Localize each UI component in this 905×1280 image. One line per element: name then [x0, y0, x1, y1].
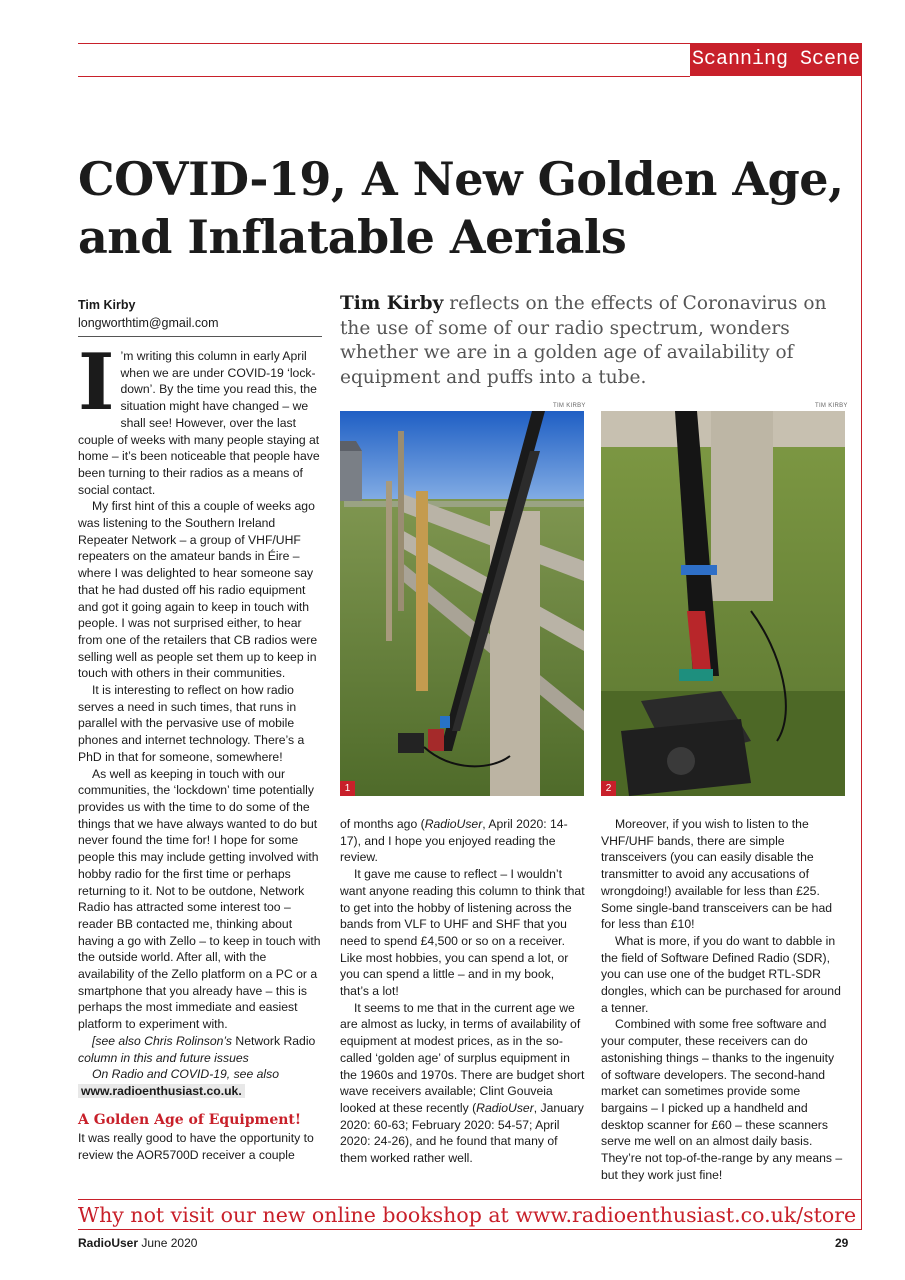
photo-2: [601, 411, 845, 796]
see-also-text-2: On Radio and COVID-19, see also: [92, 1067, 279, 1082]
bookshop-promo[interactable]: Why not visit our new online bookshop at www.radioenthusiast.co.uk/store: [78, 1203, 857, 1227]
text-run: , January 2020: 60-63; February 2020: 54-57; April 2020: 24-26), and he found that many of them worked rather well.: [340, 1100, 584, 1166]
promo-rule-top: [78, 1199, 862, 1200]
page-number: 29: [835, 1236, 849, 1250]
header-rule-bottom: [78, 76, 690, 77]
article-title: [78, 150, 858, 266]
paragraph: It was really good to have the opportunity to review the AOR5700D receiver a couple: [78, 1131, 314, 1163]
author-email: longworthtim@gmail.com: [78, 316, 219, 330]
body-column-3: [601, 816, 847, 1183]
see-also-text-a: [see also Chris Rolinson’s: [92, 1033, 236, 1048]
title-line-1: COVID-19, A New Golden Age,: [78, 152, 844, 206]
paragraph-intro-text: ’m writing this column in early April when we are under COVID-19 ‘lock-down’. By the time you read this, the situation might have changed – we shall see! However, over the last couple of weeks with many people staying at home – it’s been noticeable that people have been turning to their radios as a means of social contact.: [78, 349, 320, 497]
page-right-rule: [861, 76, 862, 1229]
paragraph: Moreover, if you wish to listen to the VHF/UHF bands, there are simple transceivers (you can easily disable the transmitter to avoid any accusations of wrongdoing!) available for less than £25. Some single-band transceivers can be had for less than £10!: [601, 817, 833, 932]
photo-2-number: 2: [601, 781, 616, 796]
photo-1: [340, 411, 584, 796]
photo-2-image: [601, 411, 845, 796]
body-column-1: [78, 337, 322, 1164]
author-name: Tim Kirby: [78, 298, 136, 312]
text-run: , April 2020: 14-17), and I hope you enjoyed reading the review.: [340, 817, 568, 865]
paragraph: What is more, if you do want to dabble in the field of Software Defined Radio (SDR), you can use one of the budget RTL-SDR dongles, which can be purchased for around a tenner.: [601, 933, 841, 1015]
see-also-text-b: Network Radio: [235, 1033, 316, 1048]
photo-1-number: 1: [340, 781, 355, 796]
paragraph: As well as keeping in touch with our communities, the ‘lockdown’ time potentially provides us with the time to do some of the things that we have always wanted to do but never found the time for! I hope for some people this may include getting involved with hobby radio for the first time or perhaps returning to it. Not to be outdone, Network Radio has attracted some interest too – reader BB contacted me, thinking about having a go with Zello – to keep in touch with the outside world. After all, with the availability of the Zello platform on a PC or a smartphone that you already have – this is perhaps the most immediate and easiest platform to experiment with.: [78, 766, 321, 1032]
see-also-note-2: [78, 1066, 322, 1083]
body-column-2: [340, 816, 586, 1167]
drop-cap: I: [78, 337, 115, 428]
text-run: of months ago (: [340, 817, 425, 831]
text-run-italic: RadioUser: [424, 817, 483, 831]
see-also-url-line: [78, 1083, 322, 1100]
paragraph: It gave me cause to reflect – I wouldn’t want anyone reading this column to think that to get into the hobby of listening across the bands from VLF to UHF and SHF that you need to spend £4,500 or so on a receiver. Like most hobbies, you can spend a lot, or you can spend a little – and in my book, that’s a lot!: [340, 867, 585, 999]
photo-1-image: [340, 411, 584, 796]
title-line-2: and Inflatable Aerials: [78, 210, 627, 264]
see-also-url[interactable]: www.radioenthusiast.co.uk.: [78, 1084, 245, 1098]
text-run-italic: RadioUser: [476, 1100, 534, 1115]
standfirst-text: reflects on the effects of Coronavirus on the use of some of our radio spectrum, wonders whether we are in a golden age of availability of equipment and puffs into a tube.: [340, 293, 827, 388]
paragraph-intro: [78, 337, 322, 498]
text-run: It seems to me that in the current age we are almost as lucky, in terms of availability of equipment at modest prices, as in the so-called ‘golden age’ of surplus equipment in the 1960s and 1970s. There are budget short wave receivers available; Clint Gouveia looked at these recently (: [340, 1000, 585, 1115]
magazine-name: RadioUser: [78, 1236, 139, 1250]
issue-date: June 2020: [138, 1236, 198, 1250]
paragraph: My first hint of this a couple of weeks ago was listening to the Southern Ireland Repeater Network – a group of VHF/UHF repeaters on the amateur bands in Éire – where I was delighted to hear someone say that he had dusted off his radio equipment and got it going again to keep in touch with people. I was not surprised either, to hear from one of the retailers that CB radios were selling well as people set them up to keep in touch with others in their communities.: [78, 499, 318, 681]
paragraph: Combined with some free software and your computer, these receivers can do astonishing things – thanks to the ingenuity of software developers. The second-hand market can sometimes provide some bargains – I picked up a handheld and desktop scanner for £60 – these scanners serve me well on an almost daily basis. They’re not top-of-the-range by any means – but they work just fine!: [601, 1017, 843, 1182]
see-also-text-c: column in this and future issues: [78, 1050, 249, 1065]
paragraph: [340, 1000, 586, 1167]
standfirst-author: Tim Kirby: [340, 293, 444, 314]
promo-rule-bottom: [78, 1229, 862, 1230]
standfirst: [340, 292, 850, 390]
author-divider: [78, 336, 322, 337]
section-tag: Scanning Scene: [690, 44, 862, 76]
photo-2-credit: TIM KIRBY: [815, 403, 848, 409]
paragraph: [340, 816, 586, 866]
subheading: A Golden Age of Equipment!: [78, 1111, 302, 1128]
photo-1-credit: TIM KIRBY: [553, 403, 586, 409]
paragraph: It is interesting to reflect on how radio serves a need in such times, that runs in parallel with the pervasive use of mobile phones and internet technology. There’s a PhD in that for someone, somewhere!: [78, 683, 305, 764]
footer-magazine: [78, 1236, 197, 1250]
see-also-note: [78, 1033, 322, 1066]
